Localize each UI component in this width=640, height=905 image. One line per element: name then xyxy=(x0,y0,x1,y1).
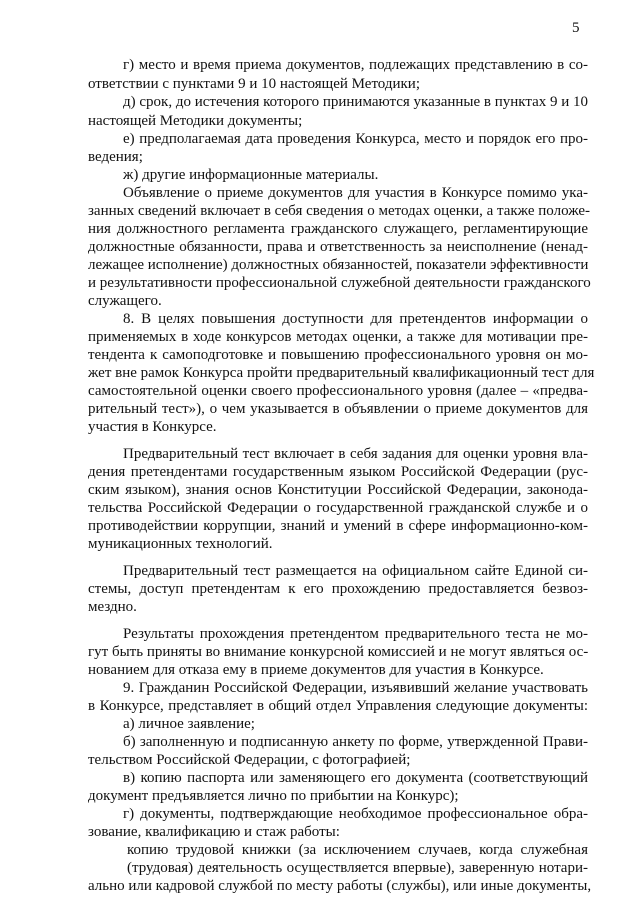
text-line: ответствии с пунктами 9 и 10 настоящей Методики; xyxy=(88,76,421,92)
text-line: е) предполагаемая дата проведения Конкурса, место и порядок его про- xyxy=(123,131,588,147)
text-line: ния должностного регламента гражданского служащего, регламентирующие xyxy=(88,221,588,237)
text-line: стемы, доступ претендентам к его прохождению предоставляется безвоз- xyxy=(88,581,588,597)
text-line: самостоятельной оценки своего профессионального уровня (далее – «предва- xyxy=(88,383,588,399)
text-line: копию трудовой книжки (за исключением случаев, когда служебная xyxy=(127,842,588,858)
text-line: ж) другие информационные материалы. xyxy=(123,167,379,183)
text-line: противодействии коррупции, знаний и умений в сфере информационно-ком- xyxy=(88,518,588,534)
text-line: документ предъявляется лично по прибытии на Конкурс); xyxy=(88,788,459,804)
text-line: 8. В целях повышения доступности для претендентов информации о xyxy=(123,311,588,327)
text-line: ально или кадровой службой по месту работы (службы), или иные документы, xyxy=(88,878,592,894)
text-line: ским языком), знания основ Конституции Российской Федерации, законода- xyxy=(88,482,588,498)
text-line: тельства Российской Федерации о государственной гражданской службе и о xyxy=(88,500,588,516)
text-line: Предварительный тест размещается на официальном сайте Единой си- xyxy=(123,563,588,579)
text-line: б) заполненную и подписанную анкету по форме, утвержденной Прави- xyxy=(123,734,588,750)
text-line: должностные обязанности, права и ответственность за неисполнение (ненад- xyxy=(88,239,588,255)
text-line: муникационных технологий. xyxy=(88,536,273,552)
text-line: зование, квалификацию и стаж работы: xyxy=(88,824,340,840)
text-line: нованием для отказа ему в приеме документов для участия в Конкурсе. xyxy=(88,662,544,678)
text-line: Результаты прохождения претендентом предварительного теста не мо- xyxy=(123,626,588,642)
text-line: Предварительный тест включает в себя задания для оценки уровня вла- xyxy=(123,446,588,462)
page-number: 5 xyxy=(572,20,580,36)
text-line: Объявление о приеме документов для участия в Конкурсе помимо ука- xyxy=(123,185,588,201)
text-line: тельством Российской Федерации, с фотографией; xyxy=(88,752,411,768)
text-line: лежащее исполнение) должностных обязанностей, показатели эффективности xyxy=(88,257,589,273)
text-line: 9. Гражданин Российской Федерации, изъявивший желание участвовать xyxy=(123,680,588,696)
text-line: настоящей Методики документы; xyxy=(88,113,303,129)
text-line: тендента к самоподготовке и повышению профессионального уровня он мо- xyxy=(88,347,588,363)
text-line: и результативности профессиональной служебной деятельности гражданского xyxy=(88,275,591,291)
text-line: участия в Конкурсе. xyxy=(88,419,217,435)
text-line: а) личное заявление; xyxy=(123,716,255,732)
text-line: применяемых в ходе конкурсов методах оценки, а также для мотивации пре- xyxy=(88,329,588,345)
text-line: жет вне рамок Конкурса пройти предварительный квалификационный тест для xyxy=(88,365,595,381)
text-line: занных сведений включает в себя сведения о методах оценки, а также положе- xyxy=(88,203,591,219)
text-line: мездно. xyxy=(88,599,137,615)
text-line: в Конкурсе, представляет в общий отдел Управления следующие документы: xyxy=(88,698,588,714)
text-line: гут быть приняты во внимание конкурсной комиссией и не могут являться ос- xyxy=(88,644,589,660)
text-line: дения претендентами государственным языком Российской Федерации (рус- xyxy=(88,464,588,480)
text-line: (трудовая) деятельность осуществляется впервые), заверенную нотари- xyxy=(127,860,588,876)
text-line: рительный тест»), о чем указывается в объявлении о приеме документов для xyxy=(88,401,588,417)
text-line: в) копию паспорта или заменяющего его документа (соответствующий xyxy=(123,770,588,786)
text-line: г) документы, подтверждающие необходимое профессиональное обра- xyxy=(123,806,588,822)
text-line: служащего. xyxy=(88,293,162,309)
text-line: ведения; xyxy=(88,149,143,165)
text-line: г) место и время приема документов, подлежащих представлению в со- xyxy=(123,57,588,73)
text-line: д) срок, до истечения которого принимаются указанные в пунктах 9 и 10 xyxy=(123,94,589,110)
